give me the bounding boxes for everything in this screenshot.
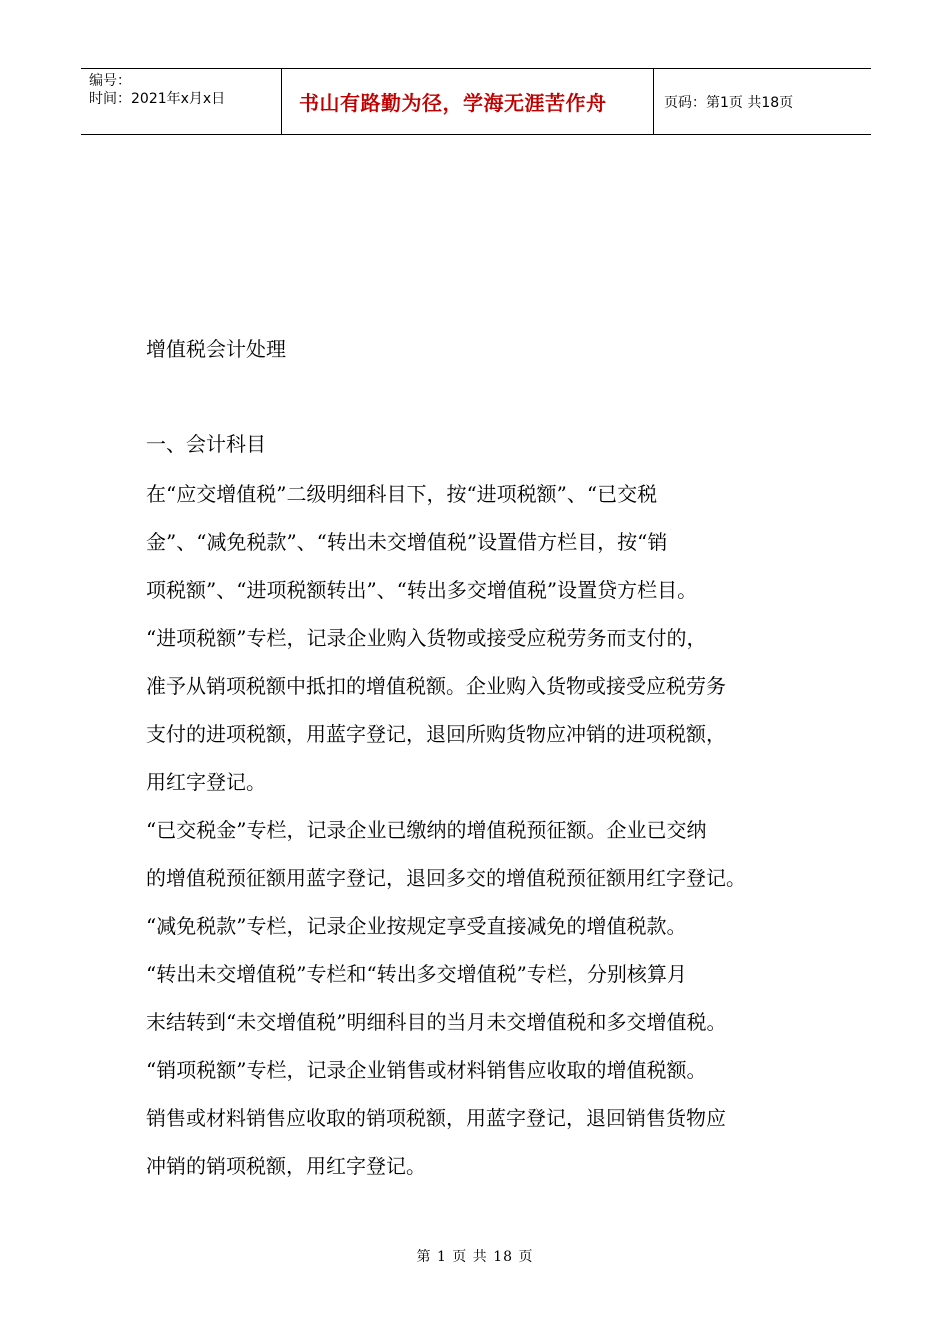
paragraph-tax-exemption [146, 910, 816, 942]
text-line: “已交税金”专栏，记录企业已缴纳的增值税预征额。企业已交纳 [146, 818, 707, 842]
code-label: 编号： [89, 73, 131, 89]
motto-text: 书山有路勤为径，学海无涯苦作舟 [299, 91, 607, 115]
text-line: 用红字登记。 [146, 770, 266, 794]
text-line: 准予从销项税额中抵扣的增值税额。企业购入货物或接受应税劳务 [146, 674, 726, 698]
date-label: 时间：2021年x月x日 [89, 91, 226, 107]
paragraph-transfer-out [146, 958, 816, 1038]
text-line: “进项税额”专栏，记录企业购入货物或接受应税劳务而支付的， [146, 626, 707, 650]
page-footer [0, 1246, 950, 1266]
header-table [81, 68, 871, 135]
text-line: 支付的进项税额，用蓝字登记，退回所购货物应冲销的进项税额， [146, 722, 726, 746]
paragraph-paid-tax [146, 814, 816, 894]
paragraph-accounts [146, 478, 816, 606]
text-line: 项税额”、“进项税额转出”、“转出多交增值税”设置贷方栏目。 [146, 578, 698, 602]
header-meta-cell [81, 69, 282, 134]
text-line: 在“应交增值税”二级明细科目下，按“进项税额”、“已交税 [146, 482, 658, 506]
text-line: 金”、“减免税款”、“转出未交增值税”设置借方栏目，按“销 [146, 530, 668, 554]
text-line: 销售或材料销售应收取的销项税额，用蓝字登记，退回销售货物应 [146, 1106, 726, 1130]
text-line: 的增值税预征额用蓝字登记，退回多交的增值税预征额用红字登记。 [146, 866, 746, 890]
footer-page-number: 第 1 页 共 18 页 [416, 1249, 534, 1265]
page-info: 页码：第1页 共18页 [664, 94, 794, 111]
text-line: 末结转到“未交增值税”明细科目的当月未交增值税和多交增值税。 [146, 1010, 727, 1034]
text-line: “转出未交增值税”专栏和“转出多交增值税”专栏，分别核算月 [146, 962, 687, 986]
header-motto-cell [282, 69, 654, 134]
document-title: 增值税会计处理 [146, 337, 286, 361]
section-heading: 一、会计科目 [146, 432, 266, 456]
paragraph-input-tax [146, 622, 816, 798]
document-body [146, 333, 816, 1182]
text-line: 冲销的销项税额，用红字登记。 [146, 1154, 426, 1178]
header-page-cell [654, 69, 871, 134]
text-line: “减免税款”专栏，记录企业按规定享受直接减免的增值税款。 [146, 914, 687, 938]
text-line: “销项税额”专栏，记录企业销售或材料销售应收取的增值税额。 [146, 1058, 707, 1082]
paragraph-output-tax [146, 1054, 816, 1182]
